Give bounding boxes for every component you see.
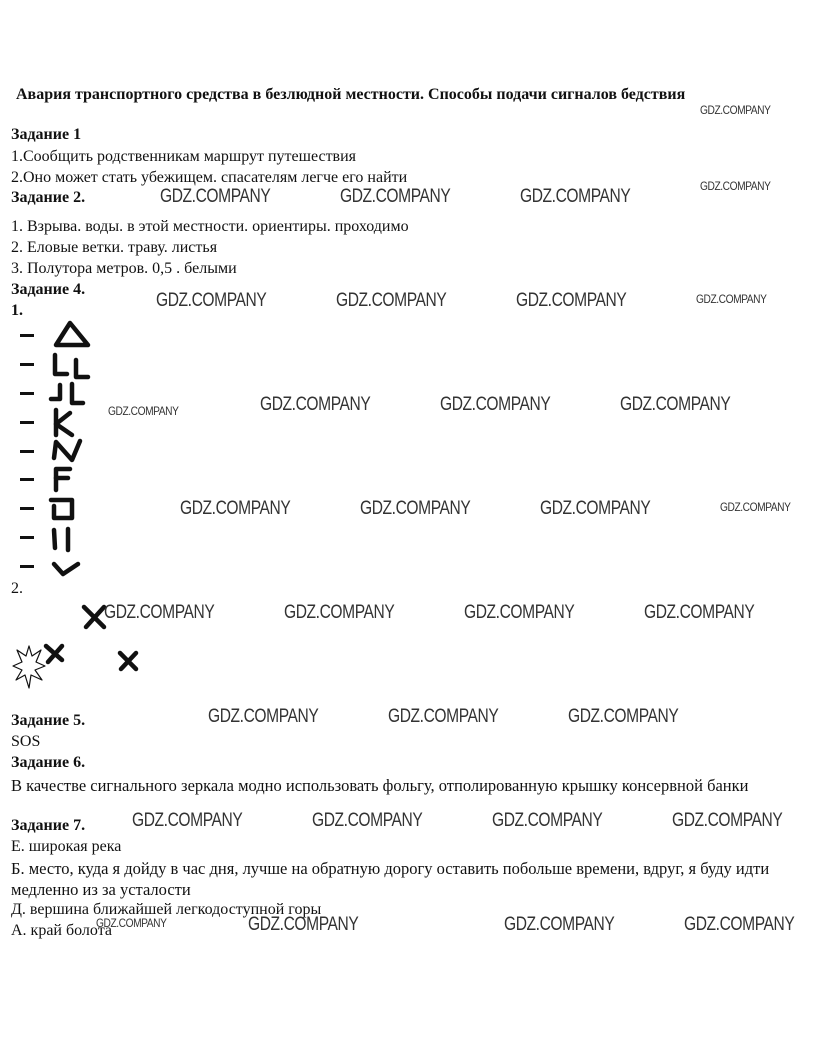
fire-burst-icon <box>12 642 46 692</box>
watermark: GDZ.COMPANY <box>504 914 615 935</box>
watermark: GDZ.COMPANY <box>684 914 795 935</box>
watermark: GDZ.COMPANY <box>180 498 291 519</box>
task2-line-3: 3. Полутора метров. 0,5 . белыми <box>11 260 237 277</box>
task1-line-2: 2.Оно может стать убежищем. спасателям легче его найти <box>11 169 408 186</box>
watermark: GDZ.COMPANY <box>160 186 271 207</box>
list-dash <box>20 363 34 366</box>
list-dash <box>20 334 34 337</box>
double-line-symbol <box>48 526 78 552</box>
task2-line-2: 2. Еловые ветки. траву. листья <box>11 239 218 256</box>
task1-heading: Задание 1 <box>11 126 82 143</box>
task4-item-2: 2. <box>11 580 23 597</box>
task6-heading: Задание 6. <box>11 754 86 771</box>
watermark: GDZ.COMPANY <box>672 810 783 831</box>
task4-heading: Задание 4. <box>11 281 86 298</box>
list-dash <box>20 421 34 424</box>
watermark: GDZ.COMPANY <box>312 810 423 831</box>
watermark: GDZ.COMPANY <box>696 292 767 306</box>
page-title: Авария транспортного средства в безлюдной местности. Способы подачи сигналов бедствия <box>16 86 686 103</box>
task7-line-3: Д. вершина ближайшей легкодоступной горы <box>11 901 322 918</box>
task7-line-1: Е. широкая река <box>11 838 122 855</box>
square-symbol <box>48 496 84 522</box>
task5-heading: Задание 5. <box>11 712 86 729</box>
watermark: GDZ.COMPANY <box>156 290 267 311</box>
task7-line-4: А. край болота <box>11 922 112 939</box>
triangle-symbol <box>50 320 94 348</box>
list-dash <box>20 392 34 395</box>
watermark: GDZ.COMPANY <box>700 179 771 193</box>
jl-symbol <box>48 381 92 409</box>
watermark: GDZ.COMPANY <box>248 914 359 935</box>
watermark: GDZ.COMPANY <box>644 602 755 623</box>
check-symbol <box>50 558 84 580</box>
watermark: GDZ.COMPANY <box>336 290 447 311</box>
watermark: GDZ.COMPANY <box>284 602 395 623</box>
watermark: GDZ.COMPANY <box>516 290 627 311</box>
ll-symbol <box>50 352 94 380</box>
list-dash <box>20 565 34 568</box>
watermark: GDZ.COMPANY <box>568 706 679 727</box>
task2-heading: Задание 2. <box>11 189 86 206</box>
watermark: GDZ.COMPANY <box>700 103 771 117</box>
task4-item-1: 1. <box>11 302 23 319</box>
task2-line-1: 1. Взрыва. воды. в этой местности. ориентиры. проходимо <box>11 218 409 235</box>
task7-line-2: Б. место, куда я дойду в час дня, лучше на обратную дорогу оставить побольше времени, вдруг, я буду идти медленно из за усталости <box>11 859 770 899</box>
watermark: GDZ.COMPANY <box>492 810 603 831</box>
watermark: GDZ.COMPANY <box>104 602 215 623</box>
watermark: GDZ.COMPANY <box>620 394 731 415</box>
watermark: GDZ.COMPANY <box>260 394 371 415</box>
watermark: GDZ.COMPANY <box>520 186 631 207</box>
watermark: GDZ.COMPANY <box>540 498 651 519</box>
watermark: GDZ.COMPANY <box>340 186 451 207</box>
watermark: GDZ.COMPANY <box>96 916 167 930</box>
cross-symbol <box>116 650 144 674</box>
watermark: GDZ.COMPANY <box>360 498 471 519</box>
list-dash <box>20 507 34 510</box>
cross-symbol <box>42 642 70 666</box>
task1-line-1: 1.Сообщить родственникам маршрут путешествия <box>11 148 357 165</box>
list-dash <box>20 450 34 453</box>
watermark: GDZ.COMPANY <box>208 706 319 727</box>
task7-heading: Задание 7. <box>11 817 86 834</box>
f-symbol <box>52 466 82 492</box>
watermark: GDZ.COMPANY <box>720 500 791 514</box>
task6-text: В качестве сигнального зеркала модно использовать фольгу, отполированную крышку консервной банки <box>11 776 749 795</box>
watermark: GDZ.COMPANY <box>108 404 179 418</box>
watermark: GDZ.COMPANY <box>132 810 243 831</box>
watermark: GDZ.COMPANY <box>464 602 575 623</box>
task5-answer: SOS <box>11 733 41 750</box>
watermark: GDZ.COMPANY <box>388 706 499 727</box>
k-symbol <box>50 407 94 437</box>
list-dash <box>20 536 34 539</box>
watermark: GDZ.COMPANY <box>440 394 551 415</box>
n-symbol <box>50 436 94 464</box>
list-dash <box>20 478 34 481</box>
